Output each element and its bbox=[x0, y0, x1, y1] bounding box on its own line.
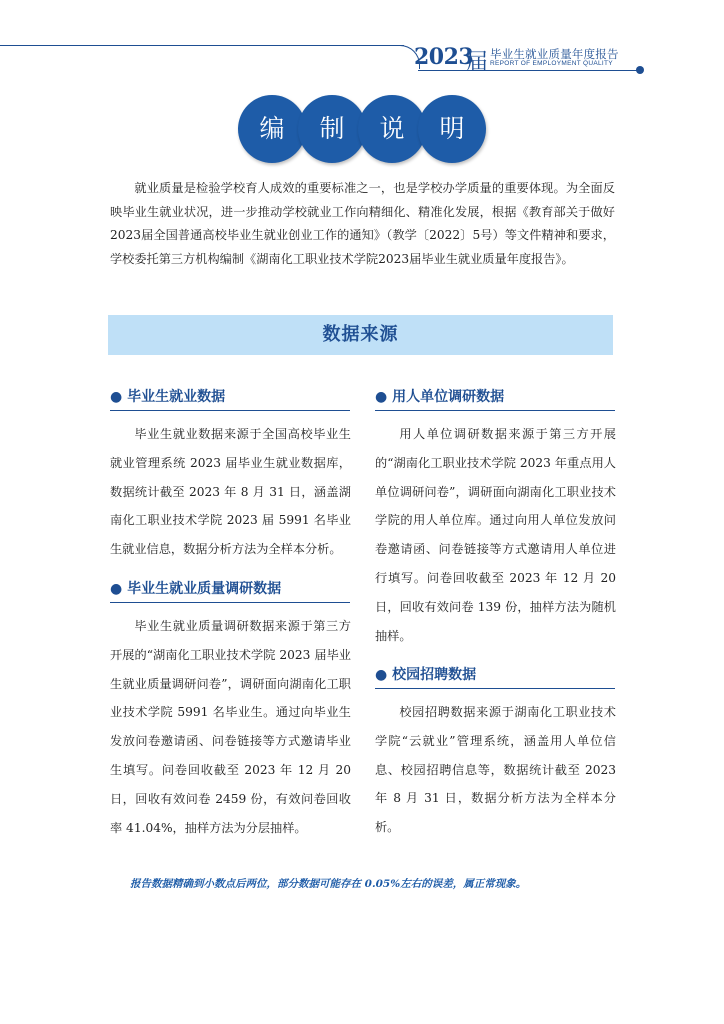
heading-underline bbox=[110, 410, 350, 411]
header-title-en: REPORT OF EMPLOYMENT QUALITY bbox=[490, 60, 613, 67]
header-jie: 届 bbox=[466, 50, 489, 75]
header-dot bbox=[636, 66, 644, 74]
heading-grad-quality: ● 毕业生就业质量调研数据 bbox=[110, 581, 282, 597]
text-employer: 用人单位调研数据来源于第三方开展的“湖南化工职业技术学院 2023 年重点用人单位调研问卷”，调研面向湖南化工职业技术学院的用人单位库。通过向用人单位发放问卷邀请函、问卷链接等方式邀请用人单位进行填写。问卷回收截至 2023 年 12 月 20 日，回收有效问卷 139 份，抽样方法为随机抽样。 bbox=[375, 427, 616, 643]
heading-underline bbox=[110, 602, 350, 603]
heading-employer: ● 用人单位调研数据 bbox=[375, 389, 505, 405]
title-char-4: 明 bbox=[418, 95, 486, 163]
heading-underline bbox=[375, 410, 615, 411]
heading-grad-employment: ● 毕业生就业数据 bbox=[110, 389, 226, 405]
header-rule bbox=[0, 45, 404, 46]
header-title-cn: 毕业生就业质量年度报告 bbox=[490, 47, 619, 61]
text-grad-employment: 毕业生就业数据来源于全国高校毕业生就业管理系统 2023 届毕业生就业数据库，数据统计截至 2023 年 8 月 31 日，涵盖湖南化工职业技术学院 2023 届 5991 名毕业生就业信息，数据分析方法为全样本分析。 bbox=[110, 427, 351, 557]
page-title bbox=[238, 95, 488, 163]
header-year: 2023 bbox=[414, 44, 474, 70]
footnote: 报告数据精确到小数点后两位，部分数据可能存在 0.05%左右的误差，属正常现象。 bbox=[130, 878, 527, 890]
section-title-bar: 数据来源 bbox=[108, 315, 613, 355]
header-underline bbox=[418, 70, 638, 71]
intro-paragraph: 就业质量是检验学校育人成效的重要标准之一，也是学校办学质量的重要体现。为全面反映毕业生就业状况，进一步推动学校就业工作向精细化、精准化发展，根据《教育部关于做好2023届全国普通高校毕业生就业创业工作的通知》（教学〔2022〕5号）等文件精神和要求，学校委托第三方机构编制《湖南化工职业技术学院2023届毕业生就业质量年度报告》。 bbox=[110, 181, 615, 266]
heading-underline bbox=[375, 688, 615, 689]
heading-campus: ● 校园招聘数据 bbox=[375, 667, 477, 683]
title-char-2: 制 bbox=[298, 95, 366, 163]
title-char-1: 编 bbox=[238, 95, 306, 163]
text-grad-quality: 毕业生就业质量调研数据来源于第三方开展的“湖南化工职业技术学院 2023 届毕业生就业质量调研问卷”，调研面向湖南化工职业技术学院 5991 名毕业生。通过向毕业生发放问卷邀请函、问卷链接等方式邀请毕业生填写。问卷回收截至 2023 年 12 月 20 日，回收有效问卷 2459 份，有效问卷回收率 41.04%，抽样方法为分层抽样。 bbox=[110, 619, 351, 835]
text-campus: 校园招聘数据来源于湖南化工职业技术学院“云就业”管理系统，涵盖用人单位信息、校园招聘信息等，数据统计截至 2023 年 8 月 31 日，数据分析方法为全样本分析。 bbox=[375, 705, 616, 835]
title-char-3: 说 bbox=[358, 95, 426, 163]
